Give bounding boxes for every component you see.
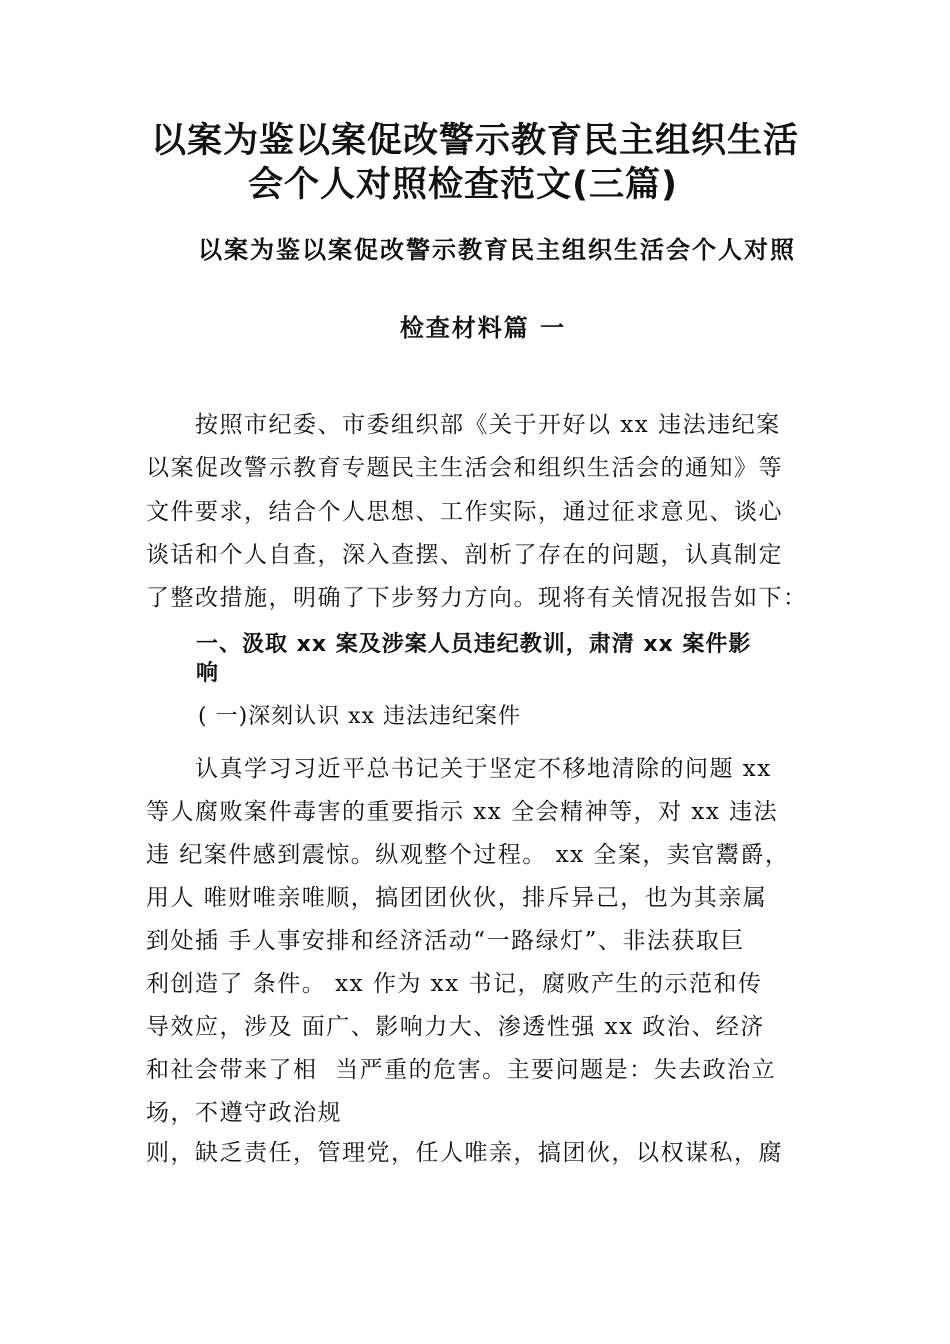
body-line-2: 等人腐败案件毒害的重要指示 xx 全会精神等，对 xx 违法 [146,799,779,825]
body-line-10: 则，缺乏责任，管理党，任人唯亲，搞团伙，以权谋私，腐 [146,1140,783,1166]
body-line-3: 违 纪案件感到震惊。纵观整个过程。 xx 全案，卖官鬻爵， [146,842,790,868]
body-line-4: 用人 唯财唯亲唯顺，搞团团伙伙，排斥异己，也为其亲属 [146,885,768,911]
intro-line-4: 谈话和个人自查，深入查摆、剖析了存在的问题，认真制定 [146,542,783,568]
body-line-1: 认真学习习近平总书记关于坚定不移地清除的问题 xx [146,756,772,782]
document-title-line-1: 以案为鉴以案促改警示教育民主组织生活 [150,121,799,161]
section-heading-line-1: 一、汲取 xx 案及涉案人员违纪教训，肃清 xx 案件影 [196,632,752,657]
section-title-line-1: 以案为鉴以案促改警示教育民主组织生活会个人对照 [198,236,796,264]
intro-line-3: 文件要求，结合个人思想、工作实际，通过征求意见、谈心 [146,499,783,525]
body-line-7: 导效应，涉及 面广、影响力大、渗透性强 xx 政治、经济 [146,1014,765,1040]
body-line-6: 利创造了 条件。 xx 作为 xx 书记，腐败产生的示范和传 [146,971,763,997]
intro-line-2: 以案促改警示教育专题民主生活会和组织生活会的通知》等 [146,455,783,481]
body-line-8: 和社会带来了相 当严重的危害。主要问题是：失去政治立 [146,1057,777,1083]
intro-line-1: 按照市纪委、市委组织部《关于开好以 xx 违法违纪案 [146,412,781,438]
body-line-5: 到处插 手人事安排和经济活动“一路绿灯”、非法获取巨 [146,928,745,954]
section-title-line-2: 检查材料篇 一 [399,314,567,342]
subsection-heading: ( 一)深刻认识 xx 违法违纪案件 [198,704,521,729]
document-title-line-2: 会个人对照检查范文(三篇) [248,165,678,205]
body-line-9: 场，不遵守政治规 [146,1100,342,1126]
section-heading-line-2: 响 [196,661,220,686]
intro-line-5: 了整改措施，明确了下步努力方向。现将有关情况报告如下： [146,585,808,611]
